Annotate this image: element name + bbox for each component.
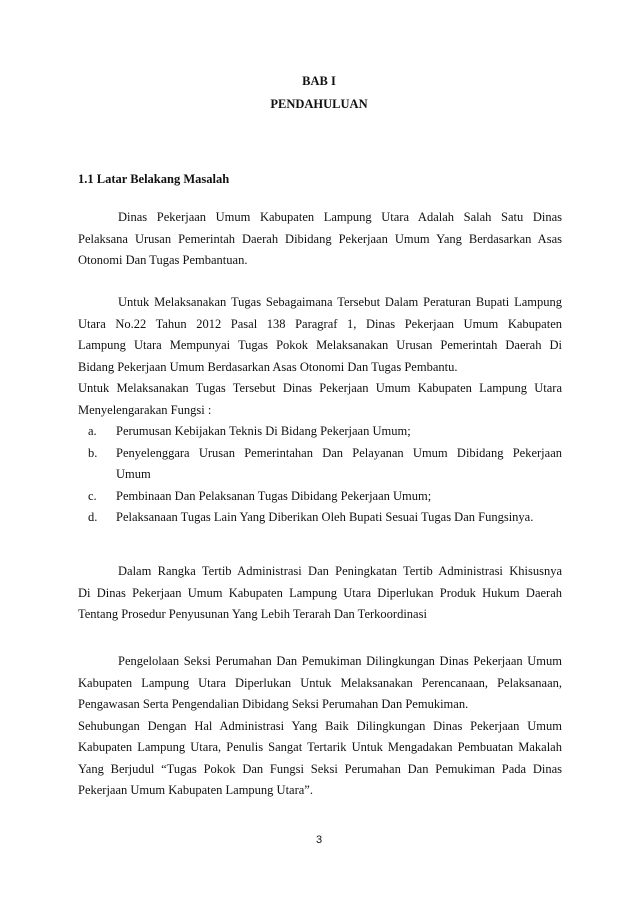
- paragraph-line: Pengawasan Serta Pengendalian Dibidang Seksi Perumahan Dan Pemukiman.: [78, 697, 469, 711]
- paragraph-line: Menyelengarakan Fungsi :: [78, 402, 212, 417]
- list-item: [78, 507, 562, 529]
- paragraph-line: Utara No.22 Tahun 2012 Pasal 138 Paragraf 1, Dinas Pekerjaan Umum Kabupaten: [78, 316, 562, 331]
- list-item: [78, 421, 562, 443]
- paragraph-line: Otonomi Dan Tugas Pembantuan.: [78, 253, 248, 267]
- list-item-text: Pelaksanaan Tugas Lain Yang Diberikan Oleh Bupati Sesuai Tugas Dan Fungsinya.: [116, 510, 534, 524]
- paragraph-1: [78, 207, 562, 272]
- paragraph-line: Lampung Utara Mempunyai Tugas Pokok Melaksanakan Urusan Pemerintah Daerah Di: [78, 338, 562, 352]
- list-item: [78, 443, 562, 486]
- paragraph-line: Pengelolaan Seksi Perumahan Dan Pemukiman Dilingkungan Dinas Pekerjaan Umum: [118, 654, 562, 668]
- paragraph-line: Untuk Melaksanakan Tugas Tersebut Dinas Pekerjaan Umum Kabupaten Lampung Utara: [78, 381, 562, 395]
- list-item-text: Perumusan Kebijakan Teknis Di Bidang Pekerjaan Umum;: [116, 424, 411, 438]
- paragraph-line: Kabupaten Lampung Utara Diperlukan Untuk Melaksanakan Perencanaan, Pelaksanaan,: [78, 675, 562, 690]
- paragraph-line: Untuk Melaksanakan Tugas Sebagaimana Tersebut Dalam Peraturan Bupati Lampung: [118, 295, 562, 309]
- section-heading: 1.1 Latar Belakang Masalah: [78, 172, 230, 186]
- paragraph-line: Pekerjaan Umum Kabupaten Lampung Utara”.: [78, 783, 313, 797]
- paragraph-line: Pelaksana Urusan Pemerintah Daerah Dibidang Pekerjaan Umum Yang Berdasarkan Asas: [78, 231, 562, 246]
- list-marker: c.: [88, 488, 97, 503]
- paragraph-line: Yang Berjudul “Tugas Pokok Dan Fungsi Seksi Perumahan Dan Pemukiman Pada Dinas: [78, 761, 562, 776]
- page-number: 3: [315, 834, 323, 846]
- paragraph-line: Tentang Prosedur Penyusunan Yang Lebih Terarah Dan Terkoordinasi: [78, 607, 427, 621]
- paragraph-line: Dinas Pekerjaan Umum Kabupaten Lampung Utara Adalah Salah Satu Dinas: [118, 210, 562, 224]
- paragraph-3: [78, 561, 562, 626]
- list-marker: a.: [88, 424, 97, 438]
- paragraph-line: Bidang Pekerjaan Umum Berdasarkan Asas Otonomi Dan Tugas Pembantu.: [78, 359, 458, 374]
- paragraph-line: Di Dinas Pekerjaan Umum Kabupaten Lampung Utara Diperlukan Produk Hukum Daerah: [78, 585, 562, 600]
- chapter-title: PENDAHULUAN: [270, 97, 368, 111]
- paragraph-2: [78, 292, 562, 421]
- chapter-label: BAB I: [302, 74, 336, 88]
- list-marker: d.: [88, 510, 98, 524]
- function-list: [78, 421, 562, 529]
- paragraph-line: Sehubungan Dengan Hal Administrasi Yang Baik Dilingkungan Dinas Pekerjaan Umum: [78, 718, 562, 733]
- paragraph-line: Kabupaten Lampung Utara, Penulis Sangat Tertarik Untuk Mengadakan Pembuatan Makalah: [78, 740, 562, 754]
- paragraph-4: [78, 651, 562, 802]
- paragraph-line: Dalam Rangka Tertib Administrasi Dan Peningkatan Tertib Administrasi Khisusnya: [118, 564, 562, 578]
- list-item-text: Pembinaan Dan Pelaksanan Tugas Dibidang Pekerjaan Umum;: [116, 488, 432, 503]
- list-item-text: Umum: [116, 467, 151, 481]
- list-item: [78, 486, 562, 508]
- list-item-text: Penyelenggara Urusan Pemerintahan Dan Pelayanan Umum Dibidang Pekerjaan: [116, 445, 562, 460]
- list-marker: b.: [88, 445, 98, 460]
